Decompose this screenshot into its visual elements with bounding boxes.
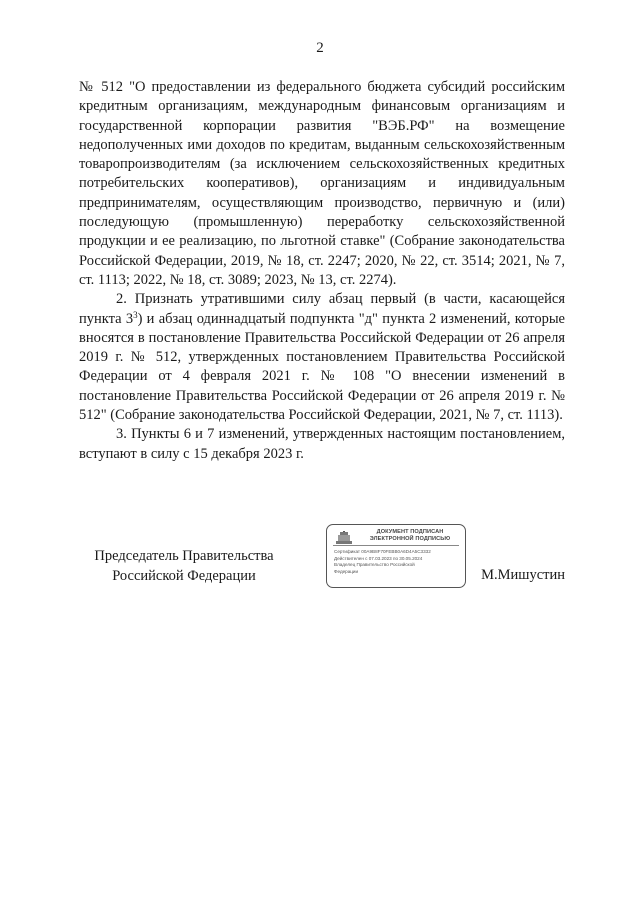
stamp-header-line2: ЭЛЕКТРОННОЙ ПОДПИСЬЮ [369, 536, 451, 542]
stamp-header-line1: ДОКУМЕНТ ПОДПИСАН [376, 529, 444, 535]
stamp-validity: Действителен с 07.03.2023 по 30.05.2024 [334, 555, 423, 561]
signatory-title [79, 547, 289, 586]
stamp-owner-line1: Владелец Правительство Российской [334, 562, 415, 568]
stamp-owner-line2: Федерации [334, 568, 359, 574]
signatory-title-line2: Российской Федерации [112, 567, 256, 584]
stamp-details [334, 549, 462, 575]
electronic-signature-stamp [326, 524, 466, 588]
stamp-certificate: Сертификат 00A9B8F70FEBB0A6D4A5C3332 [334, 549, 431, 554]
paragraph-item-2-start: 2. Признать утратившими силу абзац первый (в части, касающейся пункта 3 [79, 291, 565, 327]
signatory-title-line1: Председатель Правительства [94, 548, 274, 564]
stamp-divider [333, 545, 459, 546]
page-number: 2 [316, 40, 324, 56]
document-body [79, 78, 565, 464]
coat-of-arms-emblem-icon [335, 531, 353, 545]
superscript-footnote: 3 [133, 309, 138, 320]
paragraph-item-2-end: ) и абзац одиннадцатый подпункта "д" пункта 2 изменений, которые вносятся в постановление Правительства Российской Федерации от 26 апреля 2019 г. № 512, утвержденных постановлением Правительства Российской Федерации от 4 февраля 2021 г. № 108 "О внесении изменений в постановление Правительства Российской Федерации от 26 апреля 2019 г. № 512" (Собрание законодательства Российской Федерации, 2021, № 7, ст. 1113). [79, 310, 565, 424]
signatory-name: М.Мишустин [481, 567, 565, 583]
paragraph-continuation: № 512 "О предоставлении из федерального бюджета субсидий российским кредитным организациям, международным финансовым организациям и государственной корпорации развития "ВЭБ.РФ" на возмещение недополученных ими доходов по кредитам, выданным сельскохозяйственным товаропроизводителям (за исключением сельскохозяйственных кредитных потребительских кооперативов), организациям и индивидуальным предпринимателям, осуществляющим производство, первичную и (или) последующую (промышленную) переработку сельскохозяйственной продукции и ее реализацию, по льготной ставке" (Собрание законодательства Российской Федерации, 2019, № 18, ст. 2247; 2020, № 22, ст. 3514; 2021, № 7, ст. 1113; 2022, № 18, ст. 3089; 2023, № 13, ст. 2274). [79, 79, 565, 288]
paragraph-item-3: 3. Пункты 6 и 7 изменений, утвержденных настоящим постановлением, вступают в силу с 15 декабря 2023 г. [79, 426, 565, 462]
paragraph-item-2 [79, 290, 565, 425]
stamp-header [357, 529, 463, 543]
